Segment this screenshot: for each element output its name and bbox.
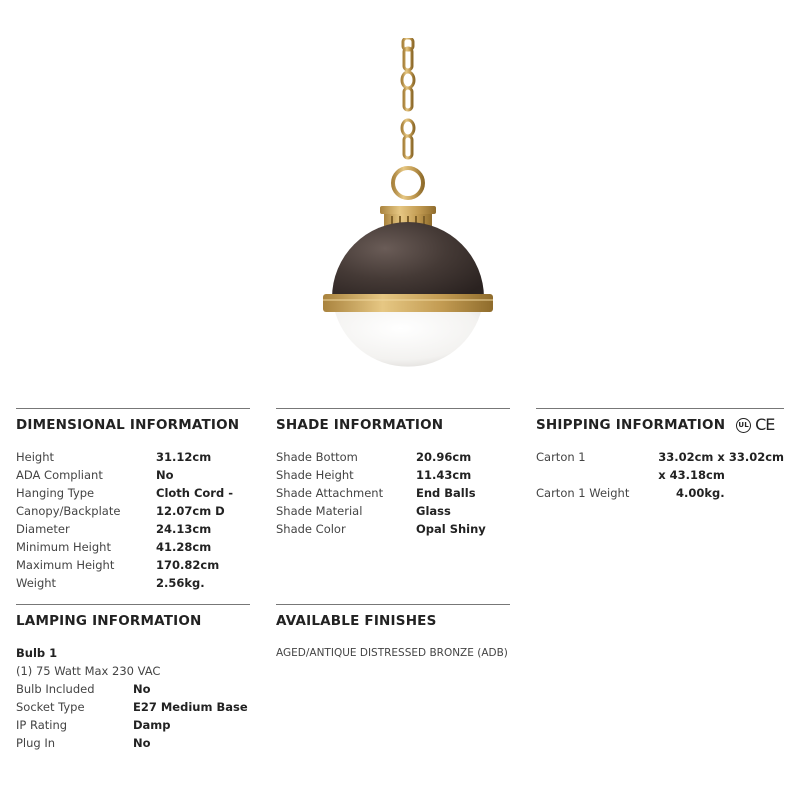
spec-value: End Balls xyxy=(416,486,476,500)
spec-row xyxy=(16,538,250,556)
spec-label: Carton 1 Weight xyxy=(536,486,630,500)
spec-value: No xyxy=(133,682,151,696)
finishes-list xyxy=(276,644,510,662)
finishes-section xyxy=(276,604,510,662)
spec-value: No xyxy=(156,468,174,482)
carton-dimensions-line2: x 43.18cm xyxy=(658,468,725,482)
spec-label: ADA Compliant xyxy=(16,468,103,482)
certification-marks xyxy=(736,414,774,436)
lamping-title: LAMPING INFORMATION xyxy=(16,613,202,629)
spec-label: Shade Height xyxy=(276,468,354,482)
spec-row xyxy=(276,520,510,538)
spec-value: 11.43cm xyxy=(416,468,472,482)
spec-row xyxy=(276,484,510,502)
bulb-title: Bulb 1 xyxy=(16,646,58,660)
shipping-rows xyxy=(536,448,784,502)
spec-label: Shade Color xyxy=(276,522,346,536)
lamping-section xyxy=(16,604,250,752)
spec-value: 41.28cm xyxy=(156,540,212,554)
ce-mark-icon: CE xyxy=(755,415,775,434)
spec-row xyxy=(16,484,250,502)
spec-label: IP Rating xyxy=(16,718,68,732)
spec-value: Opal Shiny xyxy=(416,522,486,536)
spec-value: 24.13cm xyxy=(156,522,212,536)
dimensional-title: DIMENSIONAL INFORMATION xyxy=(16,417,240,433)
shade-rows xyxy=(276,448,510,538)
carton-dimensions-line1: 33.02cm x 33.02cm xyxy=(658,450,784,464)
spec-value: 2.56kg. xyxy=(156,576,205,590)
spec-value: No xyxy=(133,736,151,750)
product-image xyxy=(320,38,500,398)
spec-label: Carton 1 xyxy=(536,450,586,464)
spec-label: Canopy/Backplate xyxy=(16,504,121,518)
spec-label: Minimum Height xyxy=(16,540,111,554)
shade-section xyxy=(276,408,510,538)
bulb-spec: (1) 75 Watt Max 230 VAC xyxy=(16,664,161,678)
spec-row xyxy=(16,502,250,520)
shade-title: SHADE INFORMATION xyxy=(276,417,444,433)
spec-row xyxy=(16,574,250,592)
spec-row xyxy=(16,716,250,734)
spec-label: Height xyxy=(16,450,55,464)
dimensional-section xyxy=(16,408,250,592)
spec-label: Socket Type xyxy=(16,700,85,714)
ul-listed-icon: UL xyxy=(736,418,751,433)
spec-value: Cloth Cord - xyxy=(156,486,233,500)
spec-label: Weight xyxy=(16,576,57,590)
spec-row xyxy=(16,680,250,698)
spec-row xyxy=(16,520,250,538)
shipping-title: SHIPPING INFORMATION xyxy=(536,417,726,433)
spec-label: Shade Bottom xyxy=(276,450,358,464)
shipping-title-row xyxy=(536,414,784,436)
spec-label: Bulb Included xyxy=(16,682,95,696)
spec-value: Glass xyxy=(416,504,451,518)
finishes-title: AVAILABLE FINISHES xyxy=(276,613,437,629)
spec-value: 31.12cm xyxy=(156,450,212,464)
spec-label: Shade Attachment xyxy=(276,486,384,500)
dimensional-rows xyxy=(16,448,250,592)
spec-value: 170.82cm xyxy=(156,558,220,572)
spec-row xyxy=(536,448,784,484)
lamping-rows xyxy=(16,644,250,752)
spec-value xyxy=(658,448,784,484)
spec-row xyxy=(276,502,510,520)
spec-row xyxy=(276,448,510,466)
spec-value: 12.07cm D xyxy=(156,504,225,518)
spec-row xyxy=(276,466,510,484)
spec-row xyxy=(16,448,250,466)
spec-label: Diameter xyxy=(16,522,70,536)
spec-value: 4.00kg. xyxy=(676,486,725,500)
pendant-light-icon xyxy=(320,38,500,398)
shipping-section xyxy=(536,408,784,502)
spec-label: Shade Material xyxy=(276,504,363,518)
spec-row xyxy=(16,698,250,716)
spec-row xyxy=(16,466,250,484)
spec-label: Maximum Height xyxy=(16,558,115,572)
spec-row xyxy=(16,734,250,752)
finish-item: AGED/ANTIQUE DISTRESSED BRONZE (ADB) xyxy=(276,647,508,659)
spec-row xyxy=(536,484,784,502)
spec-value: E27 Medium Base xyxy=(133,700,248,714)
spec-row xyxy=(16,556,250,574)
spec-value: Damp xyxy=(133,718,171,732)
spec-label: Plug In xyxy=(16,736,56,750)
spec-label: Hanging Type xyxy=(16,486,95,500)
spec-value: 20.96cm xyxy=(416,450,472,464)
